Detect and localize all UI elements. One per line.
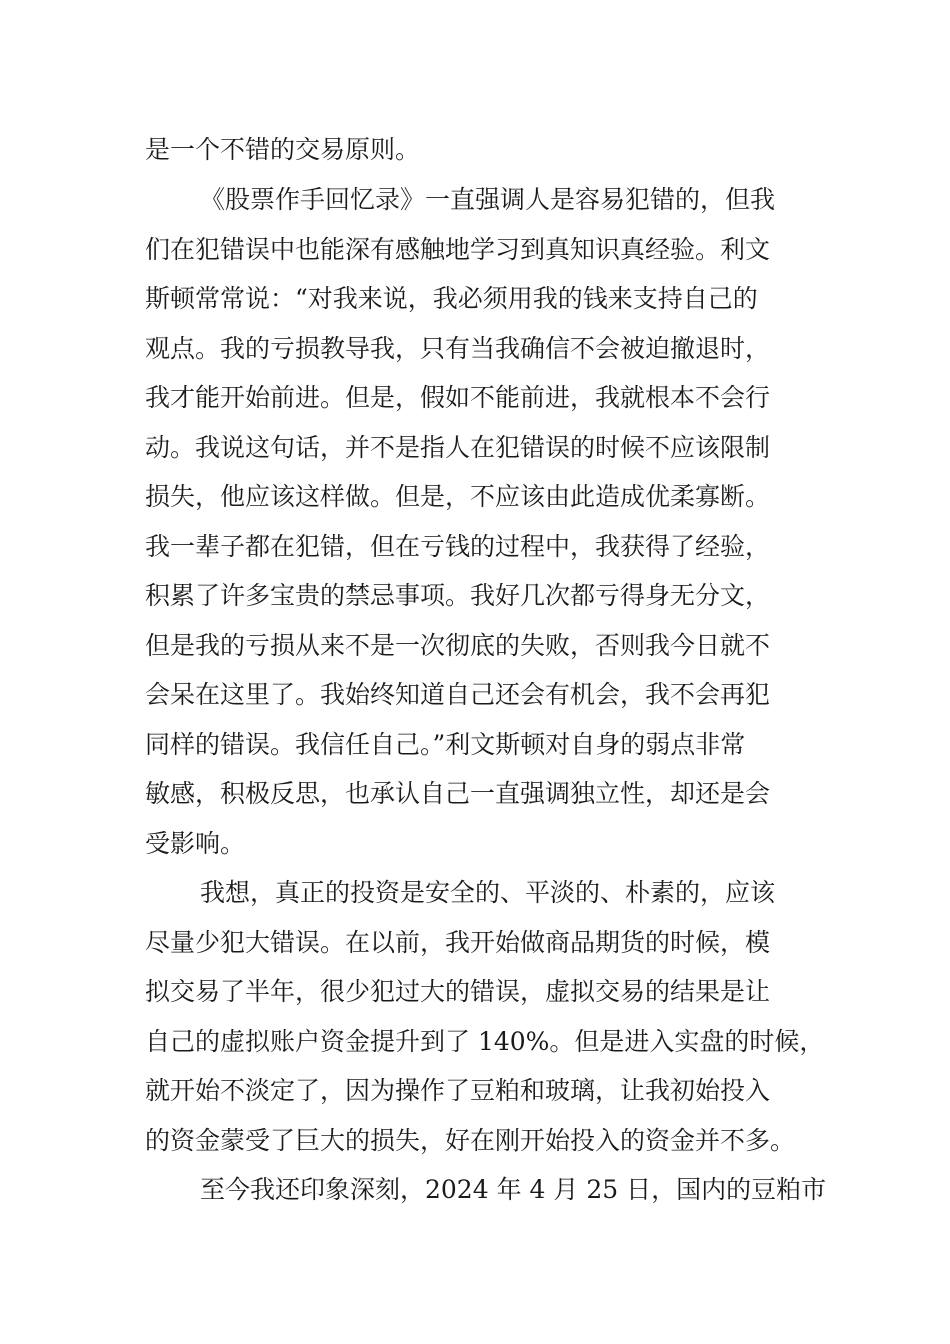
paragraph-1-line-7: 损失，他应该这样做。但是，不应该由此造成优柔寡断。 xyxy=(145,482,771,511)
paragraph-1-line-11: 会呆在这里了。我始终知道自己还会有机会，我不会再犯 xyxy=(145,680,771,709)
paragraph-3-line-1: 至今我还印象深刻，2024 年 4 月 25 日，国内的豆粕市 xyxy=(200,1175,827,1204)
paragraph-1-line-6: 动。我说这句话，并不是指人在犯错误的时候不应该限制 xyxy=(145,433,771,462)
paragraph-2-line-4: 自己的虚拟账户资金提升到了 140%。但是进入实盘的时候， xyxy=(145,1027,825,1056)
paragraph-1-line-1: 《股票作手回忆录》一直强调人是容易犯错的，但我 xyxy=(200,185,776,214)
paragraph-2-line-6: 的资金蒙受了巨大的损失，好在刚开始投入的资金并不多。 xyxy=(145,1126,796,1155)
paragraph-2-line-2: 尽量少犯大错误。在以前，我开始做商品期货的时候，模 xyxy=(145,928,771,957)
paragraph-1-line-10: 但是我的亏损从来不是一次彻底的失败，否则我今日就不 xyxy=(145,631,771,660)
paragraph-1-line-9: 积累了许多宝贵的禁忌事项。我好几次都亏得身无分文， xyxy=(145,581,771,610)
paragraph-1-line-12: 同样的错误。我信任自己。”利文斯顿对自身的弱点非常 xyxy=(145,730,746,759)
paragraph-2-line-1: 我想，真正的投资是安全的、平淡的、朴素的，应该 xyxy=(200,878,776,907)
paragraph-1-line-8: 我一辈子都在犯错，但在亏钱的过程中，我获得了经验， xyxy=(145,532,771,561)
paragraph-2-line-3: 拟交易了半年，很少犯过大的错误，虚拟交易的结果是让 xyxy=(145,977,771,1006)
paragraph-1-line-2: 们在犯错误中也能深有感触地学习到真知识真经验。利文 xyxy=(145,235,771,264)
paragraph-1-line-5: 我才能开始前进。但是，假如不能前进，我就根本不会行 xyxy=(145,383,771,412)
paragraph-1-line-14: 受影响。 xyxy=(145,829,246,858)
paragraph-1-line-4: 观点。我的亏损教导我，只有当我确信不会被迫撤退时， xyxy=(145,334,771,363)
paragraph-2-line-5: 就开始不淡定了，因为操作了豆粕和玻璃，让我初始投入 xyxy=(145,1076,771,1105)
paragraph-1-line-13: 敏感，积极反思，也承认自己一直强调独立性，却还是会 xyxy=(145,779,771,808)
text-line-1: 是一个不错的交易原则。 xyxy=(145,135,421,164)
paragraph-1-line-3: 斯顿常常说：“对我来说，我必须用我的钱来支持自己的 xyxy=(145,284,758,313)
